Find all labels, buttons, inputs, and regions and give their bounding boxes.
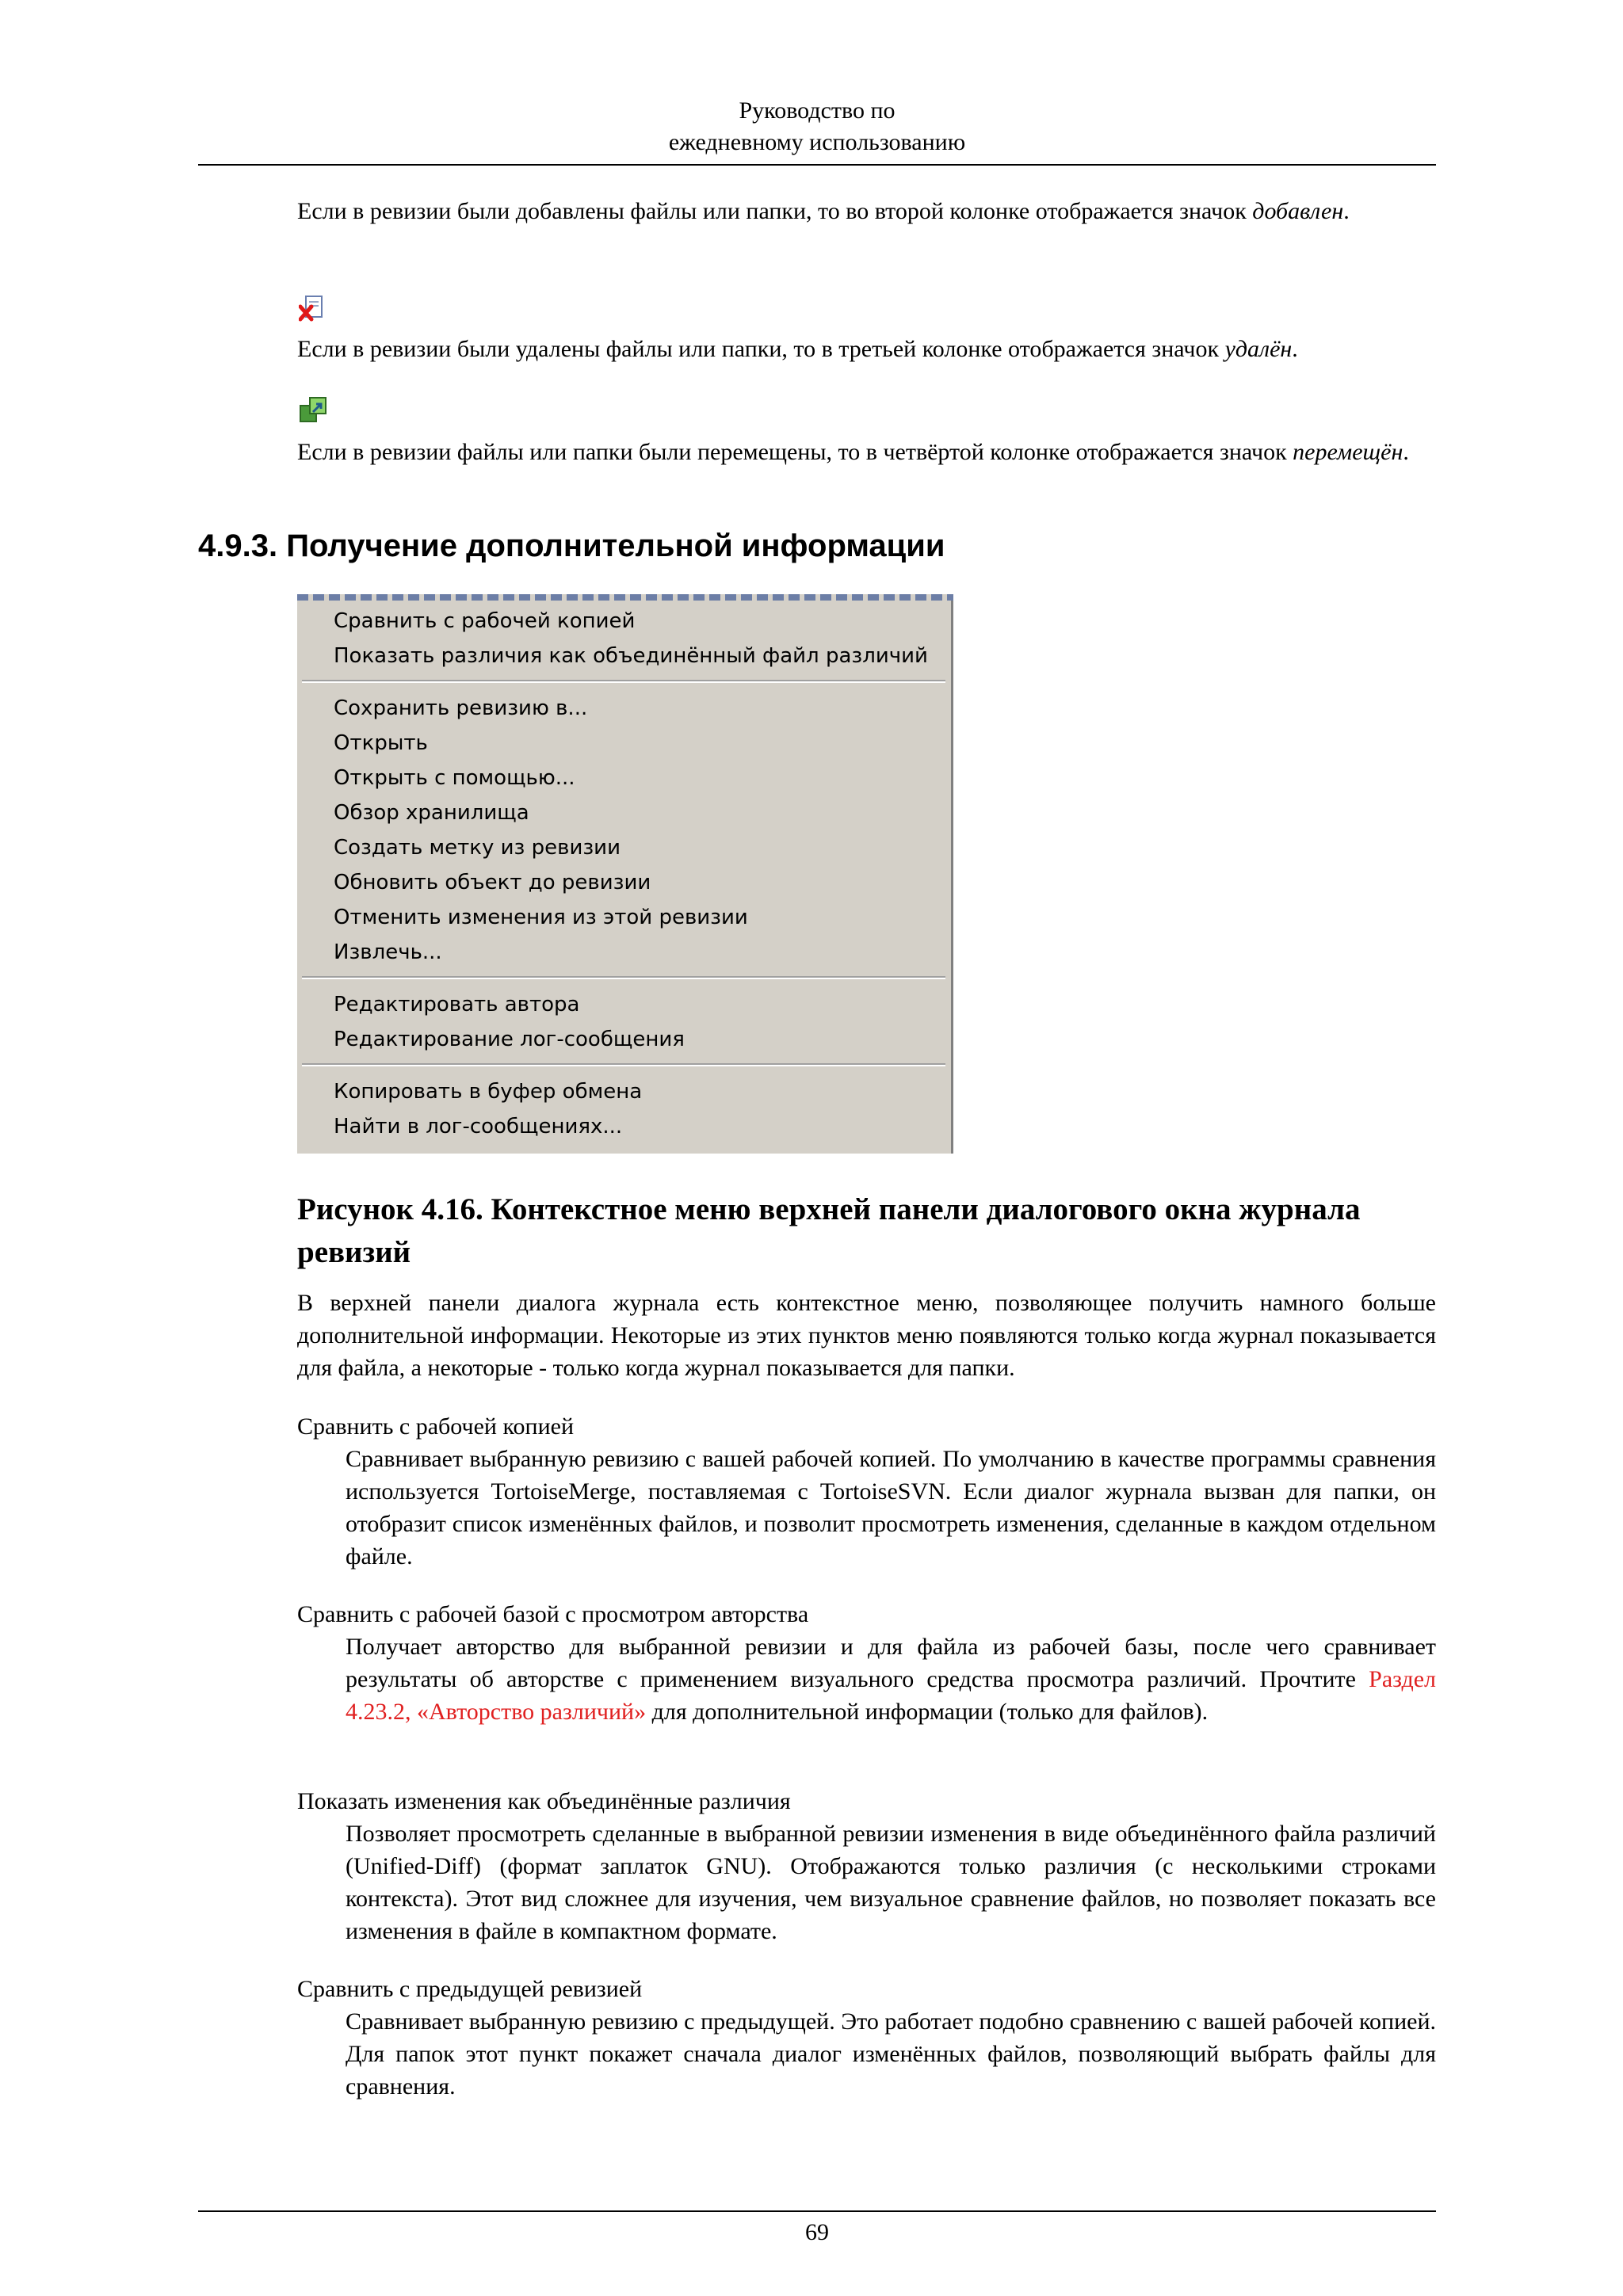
blame-diff-link[interactable]: Раздел 4.23.2, «Авторство различий» xyxy=(346,1666,1436,1725)
term-compare-previous: Сравнить с предыдущей ревизией xyxy=(297,1976,643,2002)
context-menu-paragraph: В верхней панели диалога журнала есть контекстное меню, позволяющее получить намного больше дополнительной информации. Некоторые из этих пунктов меню появляются только когда журнал показывается для файла, а некоторые - только когда журнал показывается для папки. xyxy=(297,1290,1436,1381)
deleted-file-icon xyxy=(299,295,326,326)
menu-item-edit-author[interactable]: Редактировать автора xyxy=(334,993,580,1016)
menu-separator xyxy=(302,680,945,683)
menu-item-find-log-messages[interactable]: Найти в лог-сообщениях... xyxy=(334,1115,623,1138)
page-number: 69 xyxy=(805,2219,829,2245)
header-line-1: Руководство по xyxy=(739,97,896,124)
term-unified-diff: Показать изменения как объединённые различия xyxy=(297,1788,791,1814)
menu-item-create-tag[interactable]: Создать метку из ревизии xyxy=(334,836,621,860)
menu-item-save-revision[interactable]: Сохранить ревизию в... xyxy=(334,696,588,720)
context-menu-screenshot xyxy=(297,594,953,1154)
deleted-term: удалён xyxy=(1224,336,1293,362)
added-paragraph: Если в ревизии были добавлены файлы или папки, то во второй колонке отображается значок добавлен. xyxy=(297,198,1350,224)
menu-item-export[interactable]: Извлечь... xyxy=(334,940,442,964)
term-compare-blame: Сравнить с рабочей базой с просмотром авторства xyxy=(297,1601,809,1627)
header-line-2: ежедневному использованию xyxy=(668,129,966,155)
def-compare-previous: Сравнивает выбранную ревизию с предыдущей. Это работает подобно сравнению с вашей рабочей копией. Для папок этот пункт покажет сначала диалог изменённых файлов, позволяющий выбрать файлы для сравнения. xyxy=(346,2008,1436,2100)
moved-paragraph: Если в ревизии файлы или папки были перемещены, то в четвёртой колонке отображается значок перемещён. xyxy=(297,439,1409,465)
menu-item-revert-changes[interactable]: Отменить изменения из этой ревизии xyxy=(334,906,748,929)
footer-rule xyxy=(198,2210,1436,2212)
def-compare-working-copy: Сравнивает выбранную ревизию с вашей рабочей копией. По умолчанию в качестве программы сравнения используется TortoiseMerge, поставляемая с TortoiseSVN. Если диалог журнала вызван для папки, он отобразит список изменённых файлов, и позволит просмотреть изменения, сделанные в каждом отдельном файле. xyxy=(346,1446,1436,1569)
menu-top-strip xyxy=(297,594,953,601)
deleted-paragraph: Если в ревизии были удалены файлы или папки, то в третьей колонке отображается значок удалён. xyxy=(297,336,1298,362)
section-title: 4.9.3. Получение дополнительной информации xyxy=(198,528,945,563)
menu-item-repo-browser[interactable]: Обзор хранилища xyxy=(334,801,529,825)
menu-separator xyxy=(302,1063,945,1066)
menu-item-open[interactable]: Открыть xyxy=(334,731,428,755)
menu-separator xyxy=(302,976,945,979)
header-rule xyxy=(198,164,1436,166)
menu-item-update-to-revision[interactable]: Обновить объект до ревизии xyxy=(334,871,651,894)
term-compare-working-copy: Сравнить с рабочей копией xyxy=(297,1413,574,1440)
moved-file-icon xyxy=(299,396,329,427)
moved-term: перемещён xyxy=(1293,439,1403,465)
figure-caption: Рисунок 4.16. Контекстное меню верхней панели диалогового окна журнала ревизий xyxy=(297,1192,1361,1269)
menu-item-edit-log-message[interactable]: Редактирование лог-сообщения xyxy=(334,1028,685,1051)
added-term: добавлен xyxy=(1252,198,1344,224)
def-compare-blame: Получает авторство для выбранной ревизии и для файла из рабочей базы, после чего сравнивает результаты об авторстве с применением визуального средства просмотра различий. Прочтите Раздел 4.23.2, «Авторство различий» для дополнительной информации (только для файлов). xyxy=(346,1634,1436,1725)
menu-item-compare-working-copy[interactable]: Сравнить с рабочей копией xyxy=(334,609,636,633)
menu-item-show-unified-diff[interactable]: Показать различия как объединённый файл различий xyxy=(334,644,928,668)
menu-item-open-with[interactable]: Открыть с помощью... xyxy=(334,766,575,790)
running-header xyxy=(198,95,1436,158)
menu-item-copy-clipboard[interactable]: Копировать в буфер обмена xyxy=(334,1080,643,1104)
def-unified-diff: Позволяет просмотреть сделанные в выбранной ревизии изменения в виде объединённого файла различий (Unified-Diff) (формат заплаток GNU). Отображаются только различия (с несколькими строками контекста). Этот вид сложнее для изучения, чем визуальное сравнение файлов, но позволяет показать все изменения в файле в компактном формате. xyxy=(346,1821,1436,1944)
